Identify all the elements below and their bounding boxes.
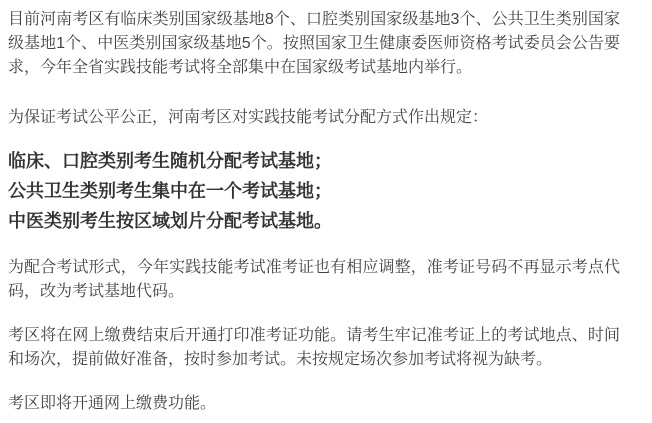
paragraph-online-payment: 考区即将开通网上缴费功能。 — [8, 395, 217, 412]
paragraph-base-overview: 目前河南考区有临床类别国家级基地8个、口腔类别国家级基地3个、公共卫生类别国家级基地1个、中医类别国家级基地5个。按照国家卫生健康委医师资格考试委员会公告要求，今年全省实践技能考试将全部集中在国家级考试基地内举行。 — [8, 11, 620, 76]
rule-line-public-health: 公共卫生类别考生集中在一个考试基地； — [8, 181, 332, 201]
key-rules-block — [8, 146, 620, 236]
paragraph-admission-ticket: 为配合考试形式，今年实践技能考试准考证也有相应调整，准考证号码不再显示考点代码，改为考试基地代码。 — [8, 259, 620, 300]
rule-line-tcm: 中医类别考生按区域划片分配考试基地。 — [8, 211, 332, 231]
paragraph-print-notice: 考区将在网上缴费结束后开通打印准考证功能。请考生牢记准考证上的考试地点、时间和场次，提前做好准备，按时参加考试。未按规定场次参加考试将视为缺考。 — [8, 327, 620, 368]
paragraph-rules-intro: 为保证考试公平公正，河南考区对实践技能考试分配方式作出规定： — [8, 109, 489, 126]
rule-line-clinical-stomatology: 临床、口腔类别考生随机分配考试基地； — [8, 151, 332, 171]
